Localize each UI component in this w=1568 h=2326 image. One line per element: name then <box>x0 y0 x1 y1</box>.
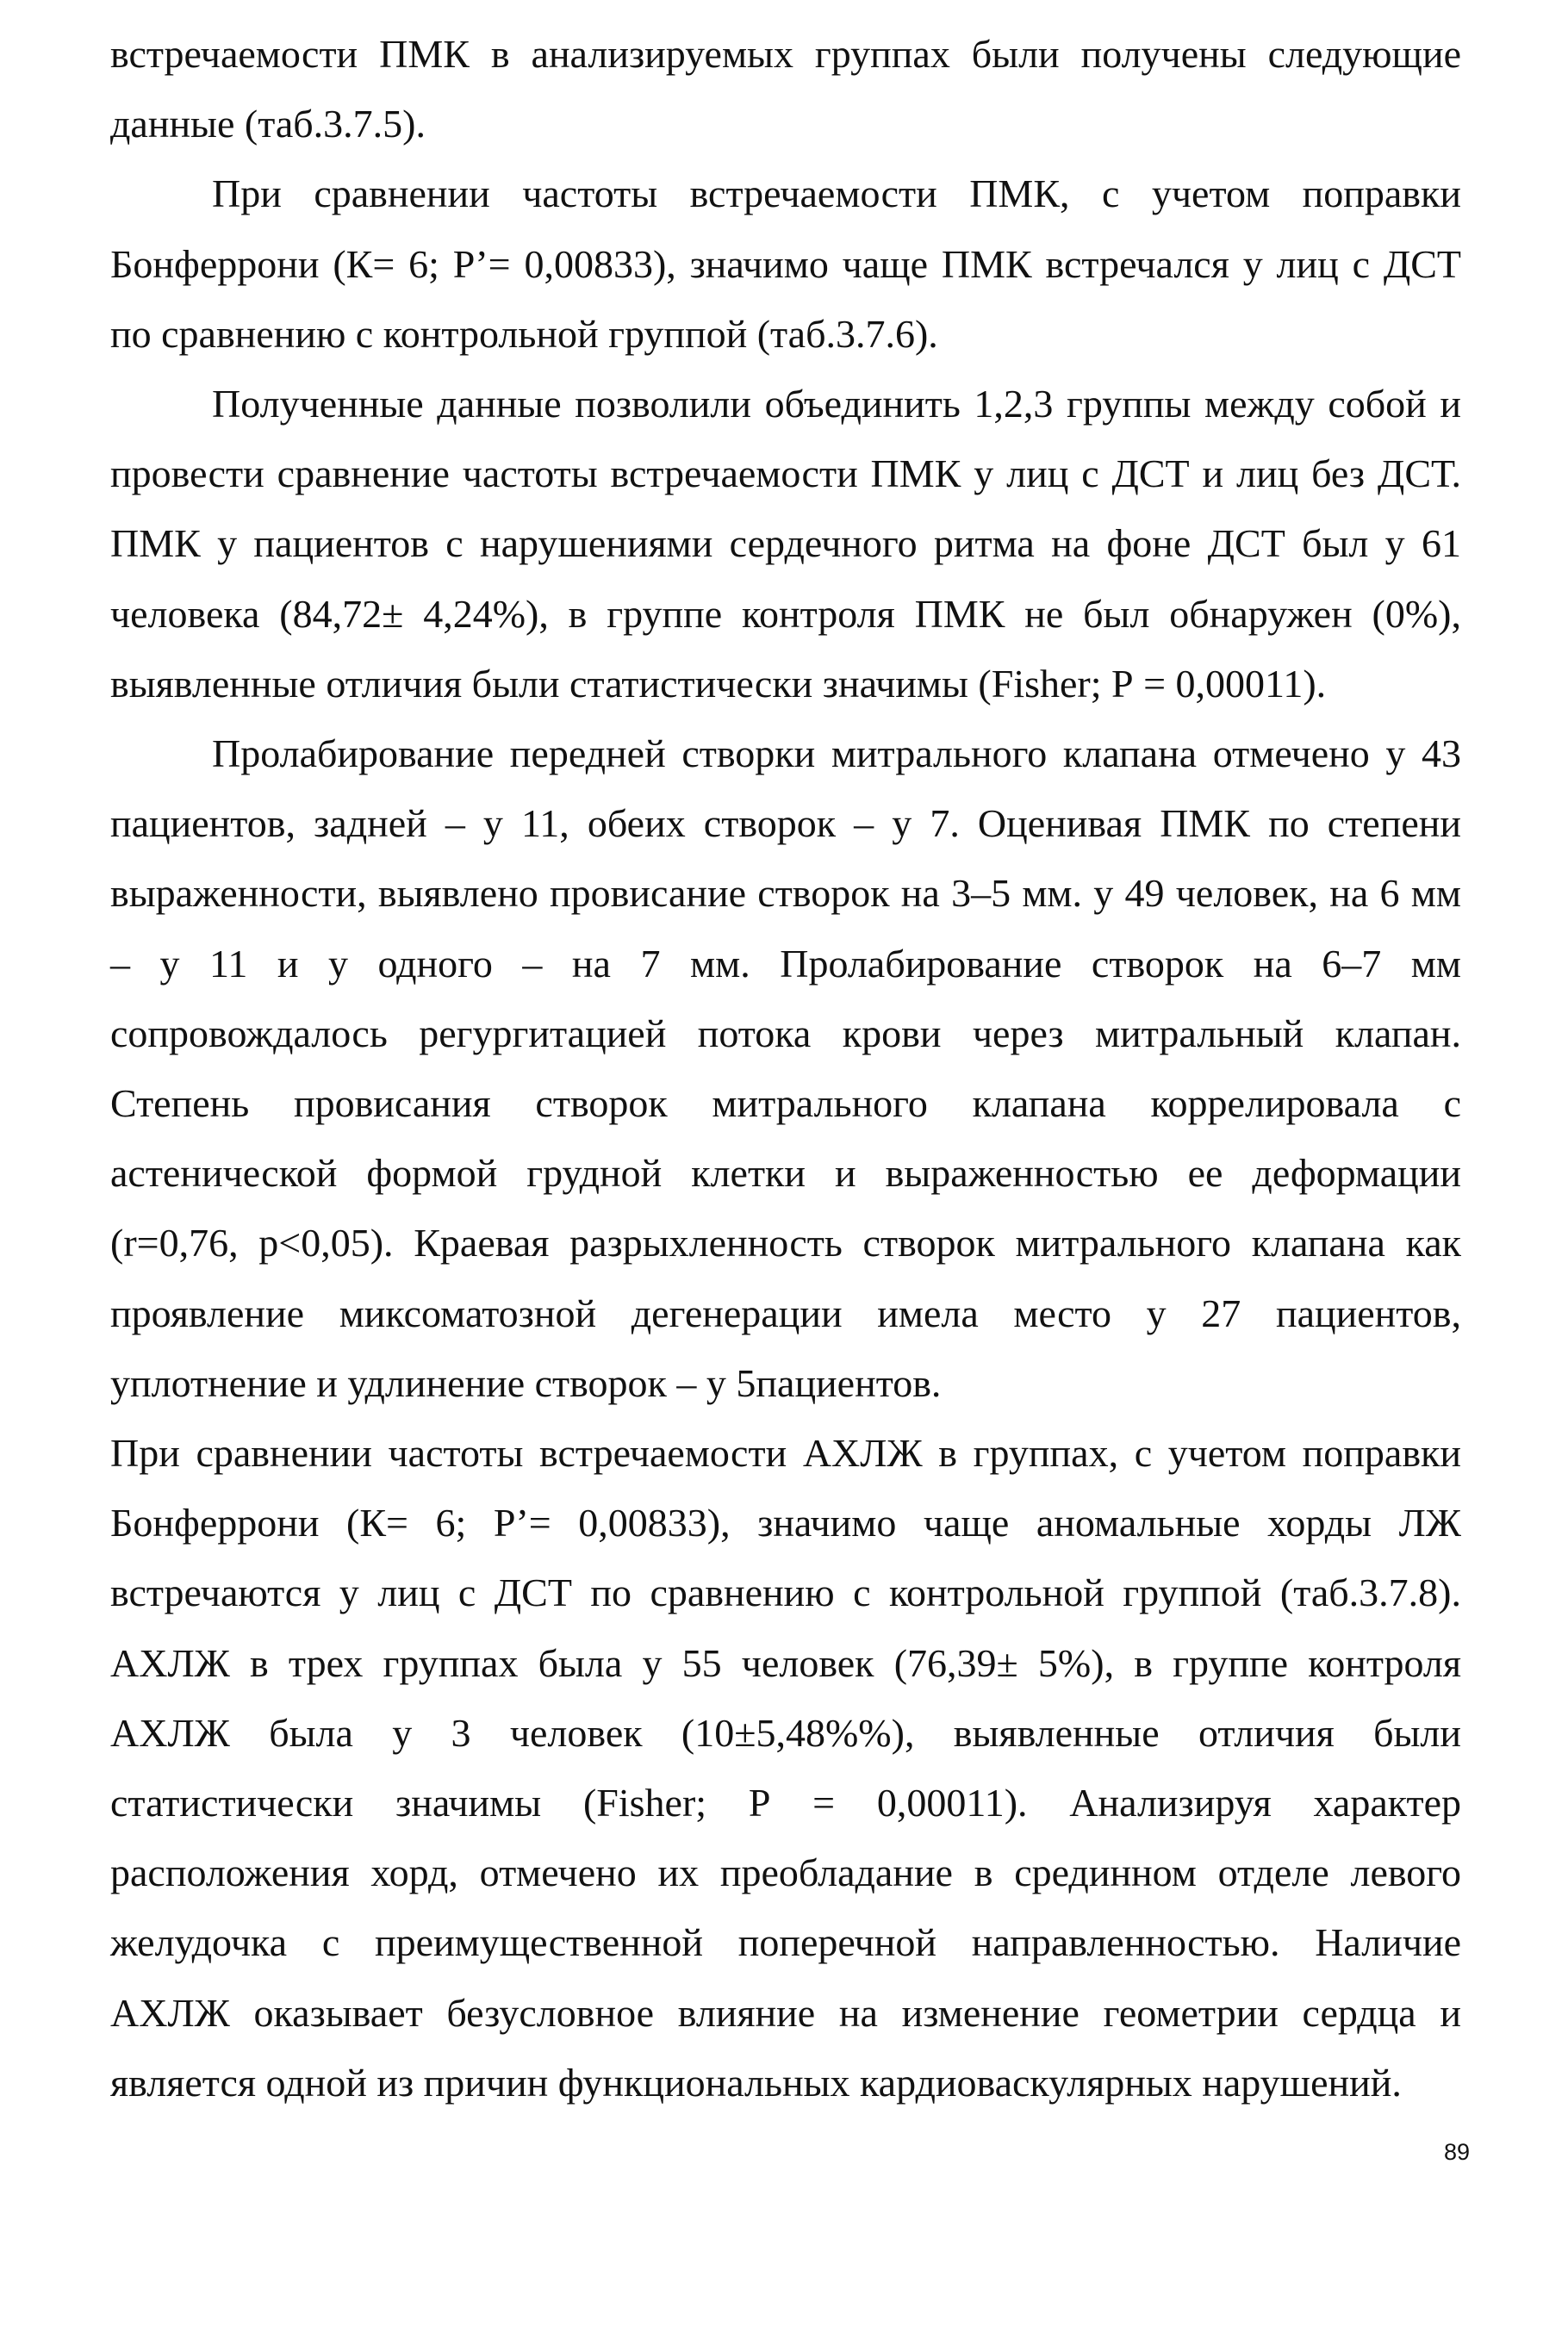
paragraph: Пролабирование передней створки митрального клапана отмечено у 43 пациентов, задней – у 11, обеих створок – у 7. Оценивая ПМК по степени выраженности, выявлено провисание створок на 3–5 мм. у 49 человек, на 6 мм – у 11 и у одного – на 7 мм. Пролабирование створок на 6–7 мм сопровождалось регургитацией потока крови через митральный клапан. Степень провисания створок митрального клапана коррелировала с астенической формой грудной клетки и выраженностью ее деформации (r=0,76, р<0,05). Краевая разрыхленность створок митрального клапана как проявление миксоматозной дегенерации имела место у 27 пациентов, уплотнение и удлинение створок – у 5пациентов. <box>110 731 1461 1405</box>
paragraph: встречаемости ПМК в анализируемых группах были получены следующие данные (таб.3.7.5). <box>110 32 1461 146</box>
page-number: 89 <box>1443 2139 1470 2165</box>
paragraph: При сравнении частоты встречаемости ПМК, с учетом поправки Бонферрони (К= 6; Р’= 0,00833), значимо чаще ПМК встречался у лиц с ДСТ по сравнению с контрольной группой (таб.3.7.6). <box>110 171 1461 356</box>
paragraph: При сравнении частоты встречаемости АХЛЖ в группах, с учетом поправки Бонферрони (К= 6; Р’= 0,00833), значимо чаще аномальные хорды ЛЖ встречаются у лиц с ДСТ по сравнению с контрольной группой (таб.3.7.8). АХЛЖ в трех группах была у 55 человек (76,39± 5%), в группе контроля АХЛЖ была у 3 человек (10±5,48%%), выявленные отличия были статистически значимы (Fisher; Р = 0,00011). Анализируя характер расположения хорд, отмечено их преобладание в срединном отделе левого желудочка с преимущественной поперечной направленностью. Наличие АХЛЖ оказывает безусловное влияние на изменение геометрии сердца и является одной из причин функциональных кардиоваскулярных нарушений. <box>110 1431 1461 2105</box>
paragraph: Полученные данные позволили объединить 1,2,3 группы между собой и провести сравнение частоты встречаемости ПМК у лиц с ДСТ и лиц без ДСТ. ПМК у пациентов с нарушениями сердечного ритма на фоне ДСТ был у 61 человека (84,72± 4,24%), в группе контроля ПМК не был обнаружен (0%), выявленные отличия были статистически значимы (Fisher; Р = 0,00011). <box>110 382 1461 706</box>
body-text <box>110 19 1461 2118</box>
